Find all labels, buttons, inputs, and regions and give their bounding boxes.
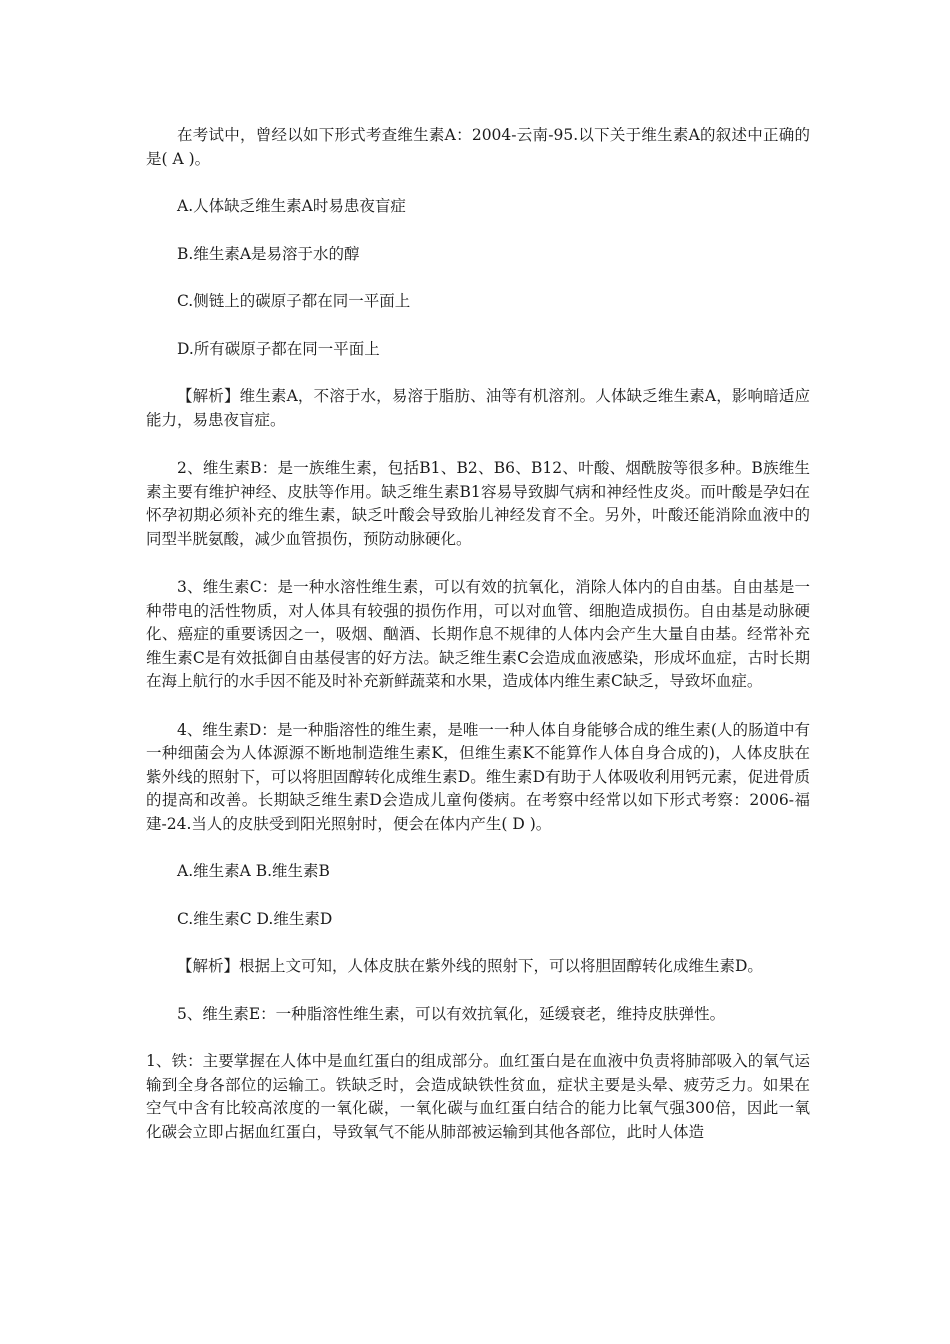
option-b-line: B.维生素A是易溶于水的醇: [177, 244, 360, 263]
paragraph-vitamin-b: 2、维生素B：是一族维生素，包括B1、B2、B6、B12、叶酸、烟酰胺等很多种。B族维生素主要有维护神经、皮肤等作用。缺乏维生素B1容易导致脚气病和神经性皮炎。而叶酸是孕妇在怀孕初期必须补充的维生素，缺乏叶酸会导致胎儿神经发育不全。另外，叶酸还能消除血液中的同型半胱氨酸，减少血管损伤，预防动脉硬化。: [146, 459, 810, 548]
document-body: [146, 124, 810, 1144]
analysis-paragraph-vitamin-a: 【解析】维生素A，不溶于水，易溶于脂肪、油等有机溶剂。人体缺乏维生素A，影响暗适应能力，易患夜盲症。: [146, 387, 810, 429]
option-a-line: A.人体缺乏维生素A时易患夜盲症: [177, 197, 406, 215]
paragraph-vitamin-d: 4、维生素D：是一种脂溶性的维生素，是唯一一种人体自身能够合成的维生素(人的肠道中有一种细菌会为人体源源不断地制造维生素K，但维生素K不能算作人体自身合成的)，人体皮肤在紫外线的照射下，可以将胆固醇转化成维生素D。维生素D有助于人体吸收利用钙元素，促进骨质的提高和改善。长期缺乏维生素D会造成儿童佝偻病。在考察中经常以如下形式考察：2006-福建-24.当人的皮肤受到阳光照射时，便会在体内产生( D )。: [146, 720, 810, 833]
options-ab-line: A.维生素A B.维生素B: [177, 862, 330, 880]
paragraph-vitamin-c: 3、维生素C：是一种水溶性维生素，可以有效的抗氧化，消除人体内的自由基。自由基是一种带电的活性物质，对人体具有较强的损伤作用，可以对血管、细胞造成损伤。自由基是动脉硬化、癌症的重要诱因之一，吸烟、酗酒、长期作息不规律的人体内会产生大量自由基。经常补充维生素C是有效抵御自由基侵害的好方法。缺乏维生素C会造成血液感染，形成坏血症，古时长期在海上航行的水手因不能及时补充新鲜蔬菜和水果，造成体内维生素C缺乏，导致坏血症。: [146, 578, 810, 690]
option-d-line: D.所有碳原子都在同一平面上: [177, 339, 380, 358]
analysis-paragraph-vitamin-d: 【解析】根据上文可知，人体皮肤在紫外线的照射下，可以将胆固醇转化成维生素D。: [177, 957, 763, 975]
paragraph-vitamin-e: 5、维生素E：一种脂溶性维生素，可以有效抗氧化，延缓衰老，维持皮肤弹性。: [177, 1004, 726, 1023]
question-intro-paragraph: 在考试中，曾经以如下形式考查维生素A：2004-云南-95.以下关于维生素A的叙述中正确的是( A )。: [146, 126, 810, 168]
option-c-line: C.侧链上的碳原子都在同一平面上: [177, 292, 411, 310]
options-cd-line: C.维生素C D.维生素D: [177, 909, 333, 928]
paragraph-iron: 1、铁：主要掌握在人体中是血红蛋白的组成部分。血红蛋白是在血液中负责将肺部吸入的氧气运输到全身各部位的运输工。铁缺乏时，会造成缺铁性贫血，症状主要是头晕、疲劳乏力。如果在空气中含有比较高浓度的一氧化碳，一氧化碳与血红蛋白结合的能力比氧气强300倍，因此一氧化碳会立即占据血红蛋白，导致氧气不能从肺部被运输到其他各部位，此时人体造: [146, 1052, 810, 1141]
